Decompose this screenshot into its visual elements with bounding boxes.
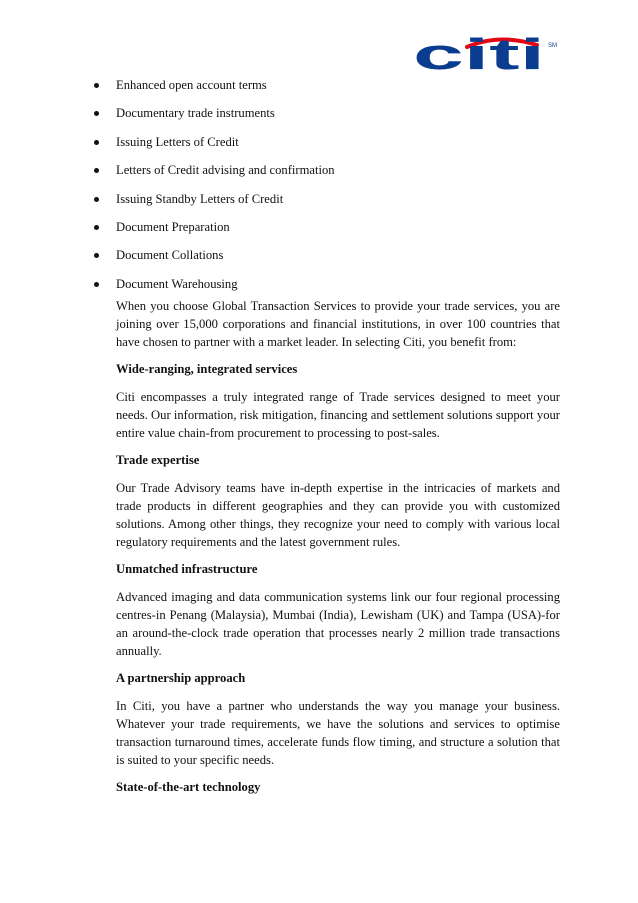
service-list [89,75,579,302]
section-body-integrated-services: Citi encompasses a truly integrated range of Trade services designed to meet your needs. Our information, risk mitigation, financing and settlement solutions support your entire value chain-from procurement to processing to post-sales. [116,390,560,440]
bullet-icon [94,282,99,287]
list-item [89,75,579,95]
list-item [89,217,579,237]
bullet-icon [94,253,99,258]
section-body-partnership: In Citi, you have a partner who understands the way you manage your business. Whatever your trade requirements, we have the solutions and services to optimise transaction turnaround times, accelerate funds flow timing, and structure a solution that is suited to your specific needs. [116,699,560,767]
list-item [89,189,579,209]
citi-logo [409,36,569,72]
list-item-text: Issuing Standby Letters of Credit [116,191,284,206]
section-heading-integrated-services: Wide-ranging, integrated services [116,362,298,376]
list-item-text: Enhanced open account terms [116,78,267,92]
citi-logo-service-mark: SM [548,43,557,49]
section-body-infrastructure: Advanced imaging and data communication systems link our four regional processing centres-in Penang (Malaysia), Mumbai (India), Lewisham (UK) and Tampa (USA)-for an around-the-clock trade operation that processes nearly 2 million trade transactions annually. [116,590,560,658]
list-item [89,103,579,123]
list-item [89,274,579,294]
document-body [116,297,560,806]
list-item [89,160,579,180]
bullet-icon [94,168,99,173]
list-item-text: Document Warehousing [116,276,238,291]
bullet-icon [94,83,99,88]
list-item-text: Document Collations [116,248,224,263]
list-item [89,132,579,152]
list-item [89,245,579,265]
list-item-text: Letters of Credit advising and confirmation [116,163,335,178]
section-heading-technology: State-of-the-art technology [116,780,261,794]
bullet-icon [94,111,99,116]
citi-logo-wordmark: citi [413,36,545,72]
bullet-icon [94,197,99,202]
section-heading-partnership: A partnership approach [116,671,246,685]
section-heading-infrastructure: Unmatched infrastructure [116,562,258,576]
citi-logo-graphic [409,36,569,72]
section-heading-trade-expertise: Trade expertise [116,453,200,467]
section-body-trade-expertise: Our Trade Advisory teams have in-depth expertise in the intricacies of markets and trade products in different geographies and they can provide you with customized solutions. Among other things, they recognize your need to comply with various local regulatory requirements and the latest government rules. [116,481,560,549]
bullet-icon [94,225,99,230]
list-item-text: Documentary trade instruments [116,106,275,121]
intro-paragraph: When you choose Global Transaction Services to provide your trade services, you are joining over 15,000 corporations and financial institutions, in over 100 countries that have chosen to partner with a market leader. In selecting Citi, you benefit from: [116,299,560,349]
list-item-text: Issuing Letters of Credit [116,134,239,149]
bullet-icon [94,140,99,145]
list-item-text: Document Preparation [116,219,230,234]
